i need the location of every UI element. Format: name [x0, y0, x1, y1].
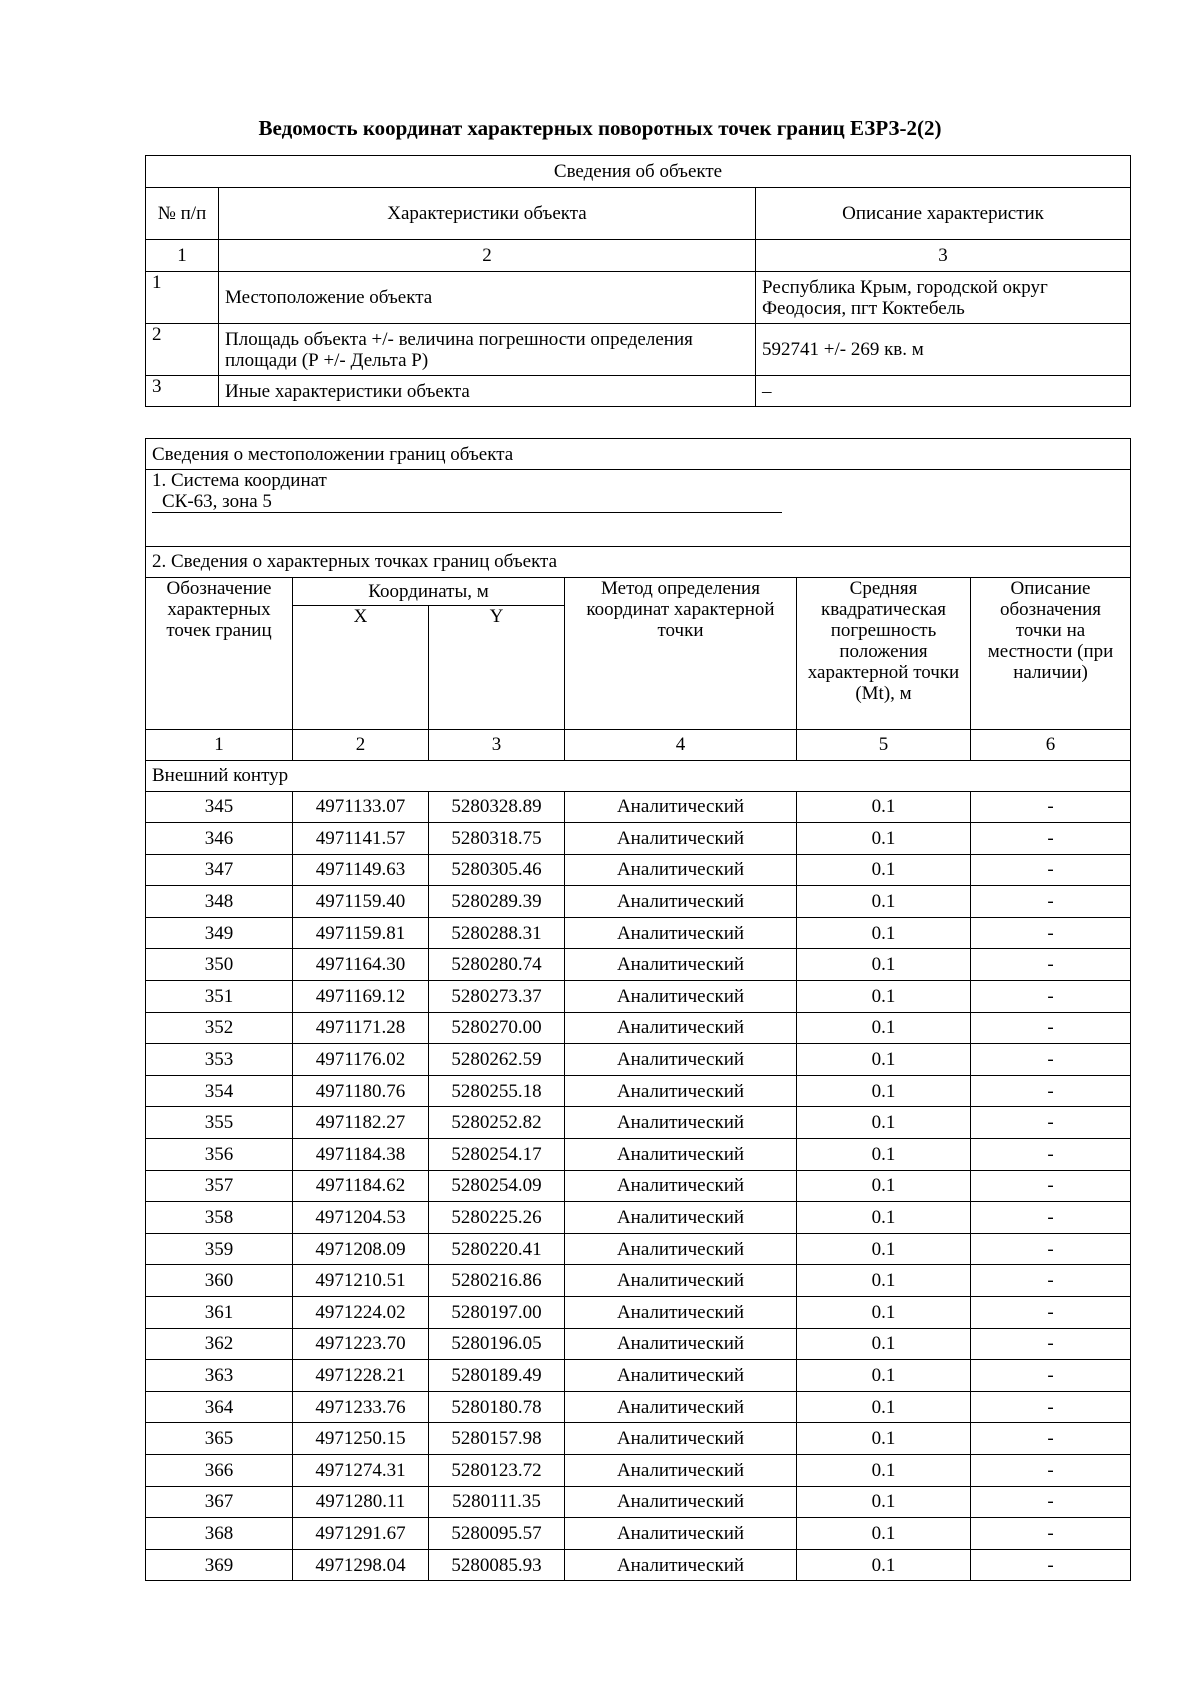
- x-coordinate: 4971180.76: [293, 1075, 429, 1107]
- mean-error: 0.1: [797, 1328, 971, 1360]
- boundary-points-table: [145, 438, 1131, 1581]
- point-id: 368: [146, 1518, 293, 1550]
- index-cell: 4: [565, 729, 797, 760]
- x-coordinate: 4971228.21: [293, 1360, 429, 1392]
- table-row: [146, 1423, 1131, 1455]
- point-description: -: [971, 1549, 1131, 1581]
- coordinate-system-row: [146, 470, 1131, 514]
- mean-error: 0.1: [797, 949, 971, 981]
- col-error-header: Средняя квадратическая погрешность положения характерной точки (Mt), м: [797, 577, 971, 729]
- x-coordinate: 4971280.11: [293, 1486, 429, 1518]
- y-coordinate: 5280220.41: [429, 1233, 565, 1265]
- y-coordinate: 5280085.93: [429, 1549, 565, 1581]
- point-description: -: [971, 1044, 1131, 1076]
- point-id: 345: [146, 791, 293, 823]
- point-description: -: [971, 1139, 1131, 1171]
- table-row: [146, 1486, 1131, 1518]
- point-description: -: [971, 949, 1131, 981]
- x-coordinate: 4971184.62: [293, 1170, 429, 1202]
- y-coordinate: 5280254.09: [429, 1170, 565, 1202]
- description: 592741 +/- 269 кв. м: [756, 324, 1131, 376]
- y-coordinate: 5280305.46: [429, 854, 565, 886]
- col-desc-header: Описание характеристик: [756, 188, 1131, 240]
- point-id: 361: [146, 1297, 293, 1329]
- method: Аналитический: [565, 1391, 797, 1423]
- mean-error: 0.1: [797, 886, 971, 918]
- blank-row: [146, 513, 1131, 546]
- x-coordinate: 4971171.28: [293, 1012, 429, 1044]
- mean-error: 0.1: [797, 1518, 971, 1550]
- y-coordinate: 5280196.05: [429, 1328, 565, 1360]
- mean-error: 0.1: [797, 854, 971, 886]
- index-cell: 2: [219, 240, 756, 272]
- y-coordinate: 5280095.57: [429, 1518, 565, 1550]
- col-coords-header: Координаты, м: [293, 577, 565, 605]
- x-coordinate: 4971274.31: [293, 1454, 429, 1486]
- method: Аналитический: [565, 917, 797, 949]
- index-cell: 1: [146, 729, 293, 760]
- table-row: [146, 1139, 1131, 1171]
- table-row: [146, 823, 1131, 855]
- y-coordinate: 5280123.72: [429, 1454, 565, 1486]
- mean-error: 0.1: [797, 823, 971, 855]
- page-title: Ведомость координат характерных поворотных точек границ ЕЗРЗ-2(2): [258, 116, 942, 140]
- point-id: 357: [146, 1170, 293, 1202]
- y-coordinate: 5280273.37: [429, 981, 565, 1013]
- method: Аналитический: [565, 981, 797, 1013]
- mean-error: 0.1: [797, 1391, 971, 1423]
- point-description: -: [971, 1297, 1131, 1329]
- mean-error: 0.1: [797, 1044, 971, 1076]
- y-coordinate: 5280270.00: [429, 1012, 565, 1044]
- mean-error: 0.1: [797, 1139, 971, 1171]
- points-body: [146, 791, 1131, 1581]
- col-method-header: Метод определения координат характерной точки: [565, 577, 797, 729]
- y-coordinate: 5280189.49: [429, 1360, 565, 1392]
- x-coordinate: 4971210.51: [293, 1265, 429, 1297]
- col-num-header: № п/п: [146, 188, 219, 240]
- table-row: [146, 886, 1131, 918]
- table-row: [146, 1297, 1131, 1329]
- mean-error: 0.1: [797, 981, 971, 1013]
- point-id: 353: [146, 1044, 293, 1076]
- point-description: -: [971, 1075, 1131, 1107]
- point-id: 349: [146, 917, 293, 949]
- table-row: [146, 1202, 1131, 1234]
- method: Аналитический: [565, 1549, 797, 1581]
- table-row: [146, 1170, 1131, 1202]
- x-coordinate: 4971224.02: [293, 1297, 429, 1329]
- method: Аналитический: [565, 791, 797, 823]
- row-number: 2: [146, 324, 219, 376]
- point-id: 354: [146, 1075, 293, 1107]
- y-coordinate: 5280252.82: [429, 1107, 565, 1139]
- method: Аналитический: [565, 1075, 797, 1107]
- point-description: -: [971, 823, 1131, 855]
- point-description: -: [971, 854, 1131, 886]
- x-coordinate: 4971182.27: [293, 1107, 429, 1139]
- table-row: [146, 981, 1131, 1013]
- method: Аналитический: [565, 823, 797, 855]
- mean-error: 0.1: [797, 1075, 971, 1107]
- mean-error: 0.1: [797, 1454, 971, 1486]
- point-description: -: [971, 1170, 1131, 1202]
- object-info-table: [145, 155, 1131, 407]
- method: Аналитический: [565, 1328, 797, 1360]
- y-coordinate: 5280111.35: [429, 1486, 565, 1518]
- table-row: [146, 917, 1131, 949]
- table-row: [146, 854, 1131, 886]
- x-coordinate: 4971141.57: [293, 823, 429, 855]
- x-coordinate: 4971250.15: [293, 1423, 429, 1455]
- mean-error: 0.1: [797, 1012, 971, 1044]
- method: Аналитический: [565, 1518, 797, 1550]
- point-id: 365: [146, 1423, 293, 1455]
- table-row: [146, 1265, 1131, 1297]
- mean-error: 0.1: [797, 1170, 971, 1202]
- point-id: 367: [146, 1486, 293, 1518]
- table-row: [146, 949, 1131, 981]
- x-coordinate: 4971184.38: [293, 1139, 429, 1171]
- y-coordinate: 5280254.17: [429, 1139, 565, 1171]
- mean-error: 0.1: [797, 1423, 971, 1455]
- point-id: 347: [146, 854, 293, 886]
- point-description: -: [971, 1454, 1131, 1486]
- mean-error: 0.1: [797, 791, 971, 823]
- row-number: 1: [146, 272, 219, 324]
- method: Аналитический: [565, 1297, 797, 1329]
- x-coordinate: 4971133.07: [293, 791, 429, 823]
- point-description: -: [971, 1423, 1131, 1455]
- method: Аналитический: [565, 1044, 797, 1076]
- method: Аналитический: [565, 1233, 797, 1265]
- x-coordinate: 4971149.63: [293, 854, 429, 886]
- characteristic: Площадь объекта +/- величина погрешности определения площади (Р +/- Дельта Р): [219, 324, 756, 376]
- x-coordinate: 4971169.12: [293, 981, 429, 1013]
- point-id: 348: [146, 886, 293, 918]
- col-char-header: Характеристики объекта: [219, 188, 756, 240]
- table-row: [146, 376, 1131, 407]
- table-row: [146, 791, 1131, 823]
- method: Аналитический: [565, 1454, 797, 1486]
- y-coordinate: 5280328.89: [429, 791, 565, 823]
- table-row: [146, 1360, 1131, 1392]
- coordinate-system-label: 1. Система координат: [152, 470, 327, 491]
- y-coordinate: 5280288.31: [429, 917, 565, 949]
- table-row: [146, 1044, 1131, 1076]
- point-id: 364: [146, 1391, 293, 1423]
- point-description: -: [971, 886, 1131, 918]
- x-coordinate: 4971159.81: [293, 917, 429, 949]
- y-coordinate: 5280318.75: [429, 823, 565, 855]
- method: Аналитический: [565, 1423, 797, 1455]
- table-row: [146, 324, 1131, 376]
- y-coordinate: 5280225.26: [429, 1202, 565, 1234]
- x-coordinate: 4971298.04: [293, 1549, 429, 1581]
- x-coordinate: 4971223.70: [293, 1328, 429, 1360]
- characteristic: Иные характеристики объекта: [219, 376, 756, 407]
- point-id: 346: [146, 823, 293, 855]
- col-y-header: Y: [429, 605, 565, 729]
- point-description: -: [971, 1012, 1131, 1044]
- point-id: 350: [146, 949, 293, 981]
- point-description: -: [971, 1107, 1131, 1139]
- point-id: 358: [146, 1202, 293, 1234]
- point-description: -: [971, 1391, 1131, 1423]
- index-cell: 2: [293, 729, 429, 760]
- point-description: -: [971, 981, 1131, 1013]
- description: –: [756, 376, 1131, 407]
- table-row: [146, 272, 1131, 324]
- mean-error: 0.1: [797, 1486, 971, 1518]
- contour-label: Внешний контур: [146, 760, 1131, 791]
- point-id: 366: [146, 1454, 293, 1486]
- index-cell: 3: [429, 729, 565, 760]
- col-x-header: X: [293, 605, 429, 729]
- coordinate-system-value: СК-63, зона 5: [152, 491, 782, 513]
- mean-error: 0.1: [797, 1265, 971, 1297]
- method: Аналитический: [565, 949, 797, 981]
- table-row: [146, 1549, 1131, 1581]
- y-coordinate: 5280289.39: [429, 886, 565, 918]
- mean-error: 0.1: [797, 1107, 971, 1139]
- y-coordinate: 5280280.74: [429, 949, 565, 981]
- y-coordinate: 5280262.59: [429, 1044, 565, 1076]
- col-description-header: Описание обозначения точки на местности (при наличии): [971, 577, 1131, 729]
- table-row: [146, 1454, 1131, 1486]
- location-header: Сведения о местоположении границ объекта: [146, 439, 1131, 470]
- method: Аналитический: [565, 1012, 797, 1044]
- x-coordinate: 4971159.40: [293, 886, 429, 918]
- point-id: 352: [146, 1012, 293, 1044]
- point-description: -: [971, 1328, 1131, 1360]
- y-coordinate: 5280197.00: [429, 1297, 565, 1329]
- table-row: [146, 1391, 1131, 1423]
- point-description: -: [971, 1486, 1131, 1518]
- table-row: [146, 1518, 1131, 1550]
- table-row: [146, 1075, 1131, 1107]
- col-designation-header: Обозначение характерных точек границ: [146, 577, 293, 729]
- y-coordinate: 5280216.86: [429, 1265, 565, 1297]
- mean-error: 0.1: [797, 1202, 971, 1234]
- y-coordinate: 5280255.18: [429, 1075, 565, 1107]
- method: Аналитический: [565, 854, 797, 886]
- method: Аналитический: [565, 1486, 797, 1518]
- method: Аналитический: [565, 1139, 797, 1171]
- index-cell: 5: [797, 729, 971, 760]
- mean-error: 0.1: [797, 1297, 971, 1329]
- index-cell: 6: [971, 729, 1131, 760]
- mean-error: 0.1: [797, 917, 971, 949]
- index-cell: 1: [146, 240, 219, 272]
- point-id: 360: [146, 1265, 293, 1297]
- method: Аналитический: [565, 1265, 797, 1297]
- index-cell: 3: [756, 240, 1131, 272]
- method: Аналитический: [565, 1202, 797, 1234]
- point-id: 356: [146, 1139, 293, 1171]
- points-header: 2. Сведения о характерных точках границ объекта: [146, 546, 1131, 577]
- point-id: 362: [146, 1328, 293, 1360]
- point-description: -: [971, 917, 1131, 949]
- table-row: [146, 1233, 1131, 1265]
- point-description: -: [971, 791, 1131, 823]
- mean-error: 0.1: [797, 1233, 971, 1265]
- row-number: 3: [146, 376, 219, 407]
- x-coordinate: 4971164.30: [293, 949, 429, 981]
- method: Аналитический: [565, 1170, 797, 1202]
- x-coordinate: 4971208.09: [293, 1233, 429, 1265]
- mean-error: 0.1: [797, 1549, 971, 1581]
- x-coordinate: 4971204.53: [293, 1202, 429, 1234]
- point-description: -: [971, 1265, 1131, 1297]
- x-coordinate: 4971291.67: [293, 1518, 429, 1550]
- x-coordinate: 4971233.76: [293, 1391, 429, 1423]
- point-id: 355: [146, 1107, 293, 1139]
- point-id: 369: [146, 1549, 293, 1581]
- mean-error: 0.1: [797, 1360, 971, 1392]
- y-coordinate: 5280180.78: [429, 1391, 565, 1423]
- point-description: -: [971, 1518, 1131, 1550]
- table-row: [146, 1328, 1131, 1360]
- x-coordinate: 4971176.02: [293, 1044, 429, 1076]
- point-description: -: [971, 1360, 1131, 1392]
- point-id: 363: [146, 1360, 293, 1392]
- object-info-header: Сведения об объекте: [146, 156, 1131, 188]
- point-description: -: [971, 1233, 1131, 1265]
- point-id: 351: [146, 981, 293, 1013]
- characteristic: Местоположение объекта: [219, 272, 756, 324]
- method: Аналитический: [565, 1107, 797, 1139]
- description: Республика Крым, городской округ Феодосия, пгт Коктебель: [756, 272, 1131, 324]
- y-coordinate: 5280157.98: [429, 1423, 565, 1455]
- table-row: [146, 1012, 1131, 1044]
- table-row: [146, 1107, 1131, 1139]
- method: Аналитический: [565, 1360, 797, 1392]
- point-id: 359: [146, 1233, 293, 1265]
- method: Аналитический: [565, 886, 797, 918]
- point-description: -: [971, 1202, 1131, 1234]
